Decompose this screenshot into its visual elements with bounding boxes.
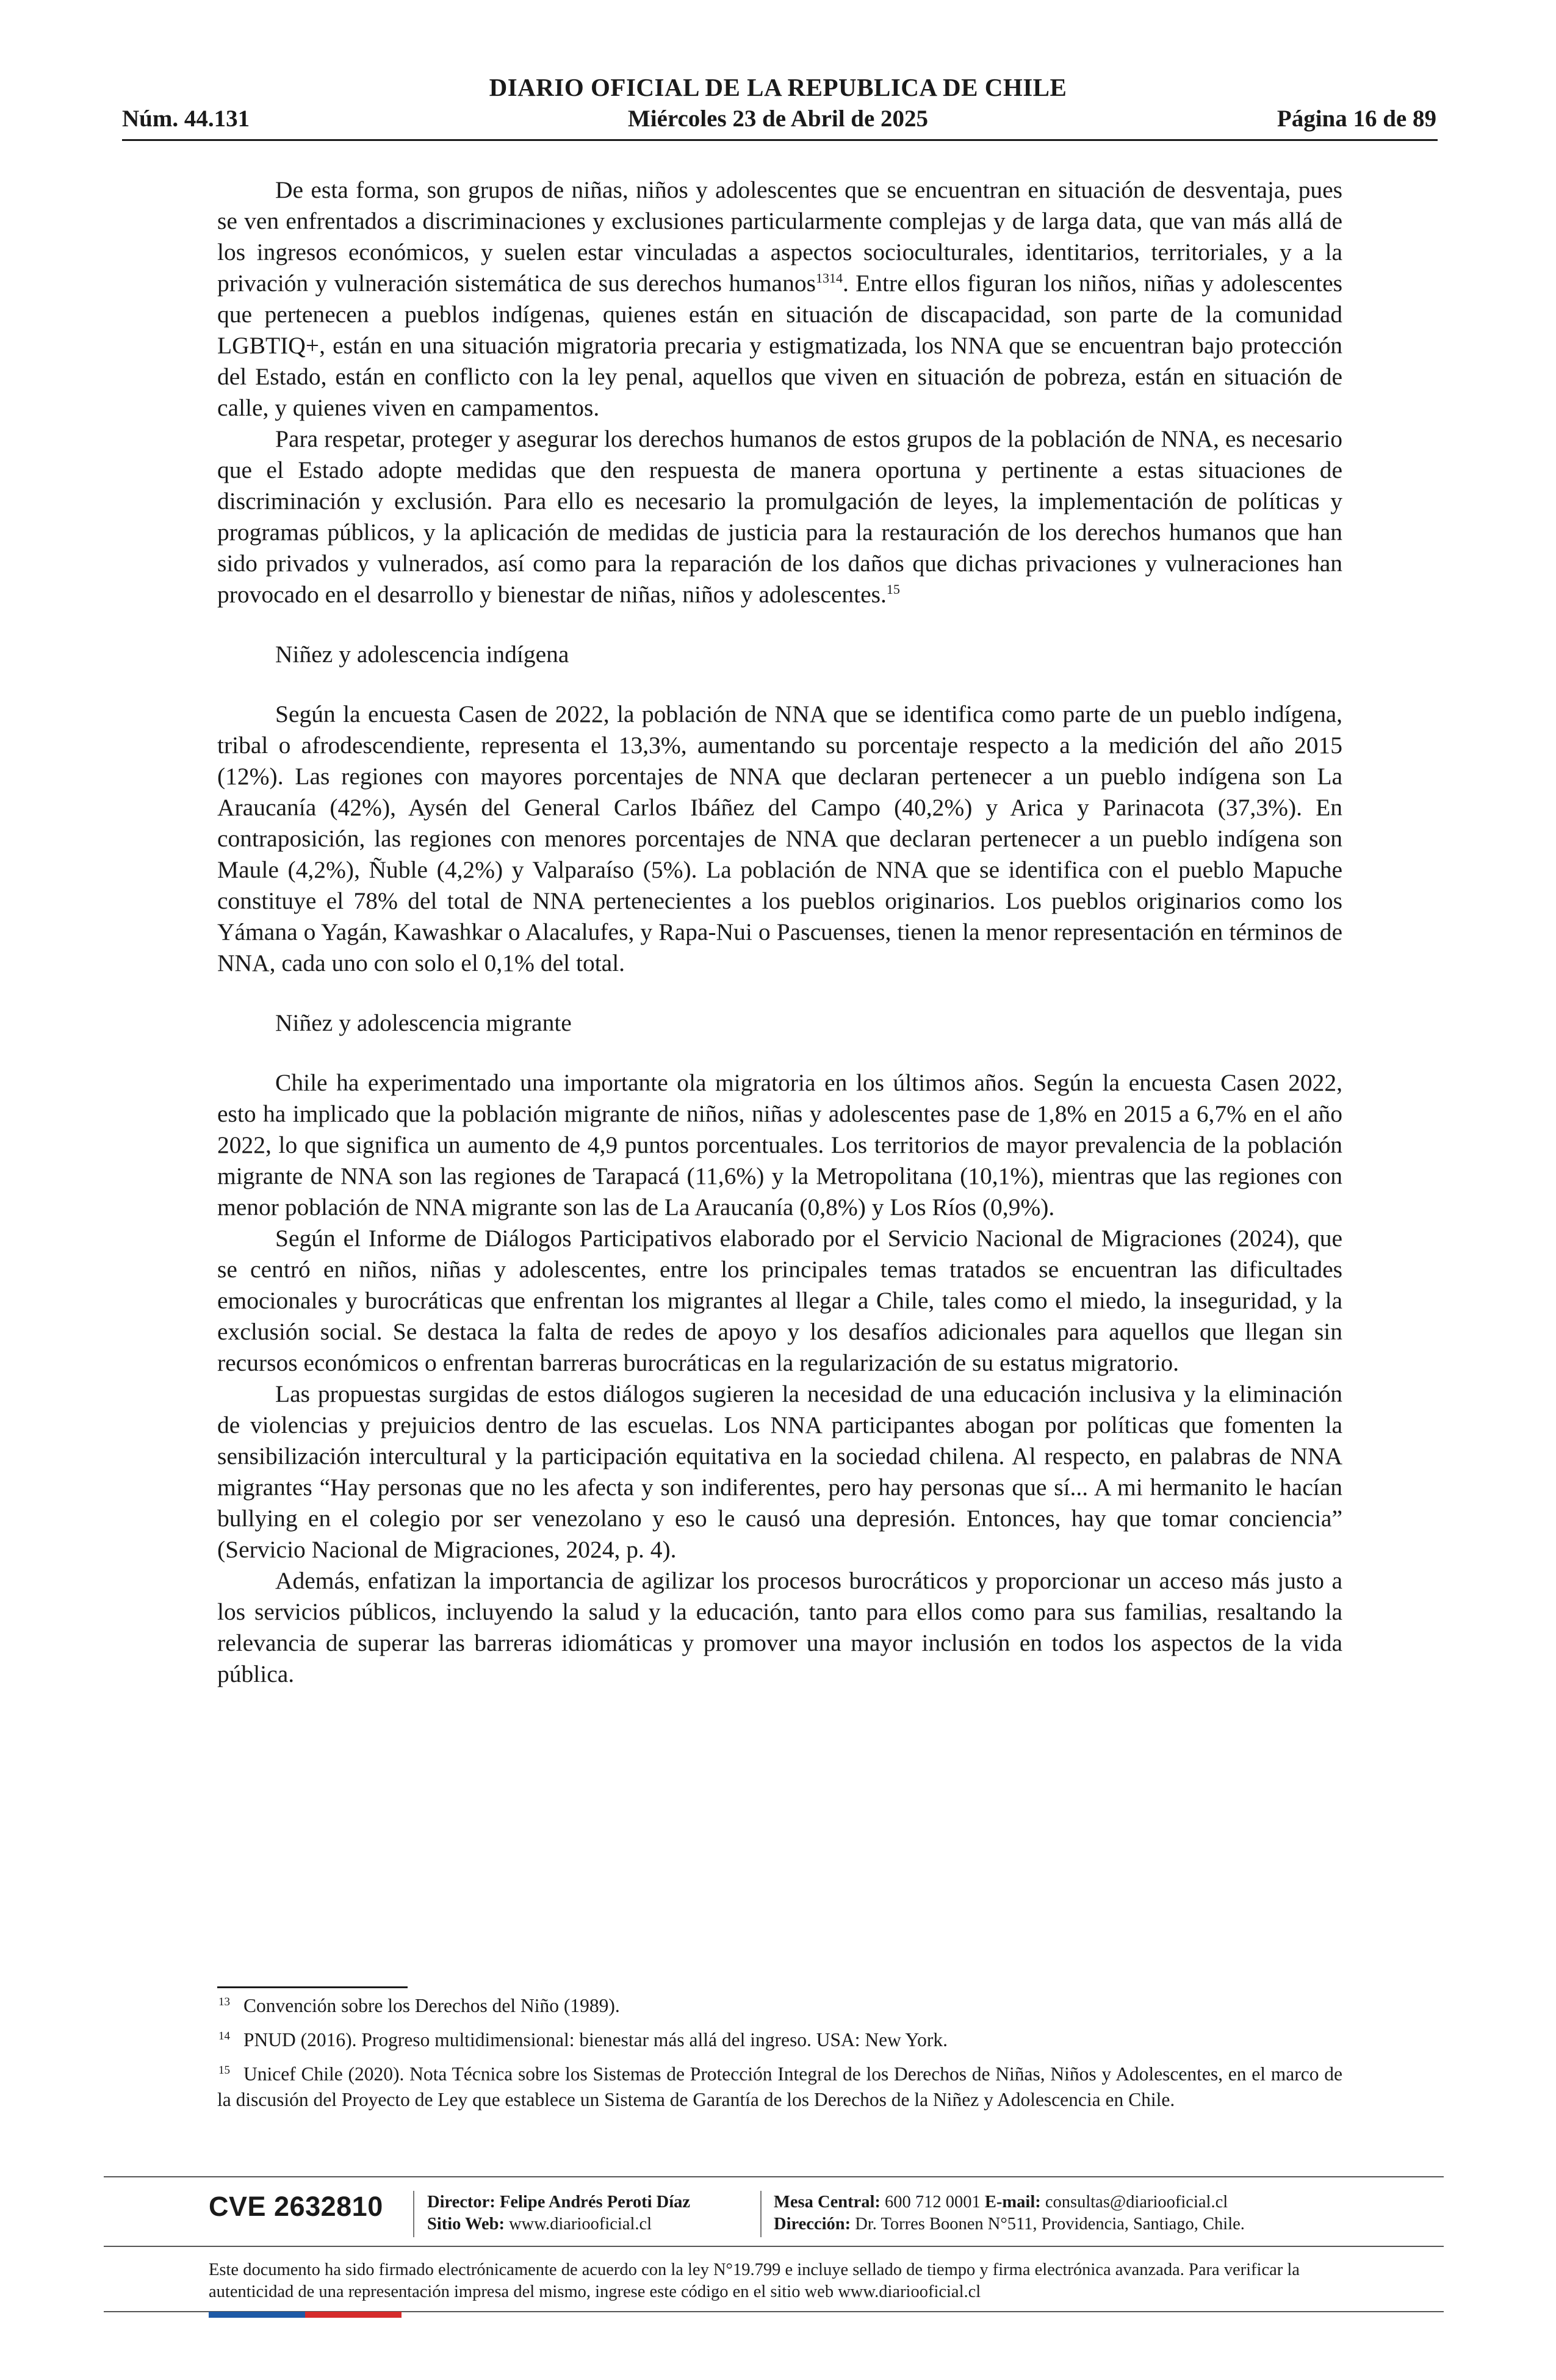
document-body [217, 175, 1342, 1690]
address-value: Dr. Torres Boonen N°511, Providencia, Santiago, Chile. [855, 2215, 1245, 2234]
paragraph-2 [217, 424, 1342, 610]
page-number: Página 16 de 89 [1277, 106, 1436, 132]
section-heading-migrant: Niñez y adolescencia migrante [275, 1009, 572, 1036]
footnote-15 [217, 2061, 1342, 2113]
journal-title: DIARIO OFICIAL DE LA REPUBLICA DE CHILE [489, 73, 1067, 101]
footer-separator [760, 2191, 762, 2237]
director-label: Director: [427, 2193, 495, 2212]
mesa-phone: 600 712 0001 [885, 2193, 981, 2212]
paragraph-2-text: Para respetar, proteger y asegurar los derechos humanos de estos grupos de la población de NNA, es necesario que el Estado adopte medidas que den respuesta de manera oportuna y pertinente a estas situaciones de discriminación y exclusión. Para ello es necesario la promulgación de leyes, la implementación de políticas y programas públicos, y la aplicación de medidas de justicia para la restauración de los derechos humanos que han sido privados y vulnerados, así como para la reparación de los daños que dichas privaciones y vulneraciones han provocado en el desarrollo y bienestar de niñas, niños y adolescentes. [217, 425, 1342, 608]
footnote-14 [217, 2027, 1342, 2053]
website-link[interactable]: www.diariooficial.cl [509, 2215, 652, 2234]
cve-code: CVE 2632810 [209, 2191, 383, 2222]
paragraph-1-continuation: . Entre ellos figuran los niños, niñas y adolescentes que pertenecen a pueblos indígenas, quienes están en situación de discapacidad, son parte de la comunidad LGBTIQ+, están en una situación migratoria precaria y estigmatizada, los NNA que se encuentran bajo protección del Estado, están en conflicto con la ley penal, aquellos que viven en situación de pobreza, están en situación de calle, y quienes viven en campamentos. [217, 270, 1342, 421]
email-label: E-mail: [984, 2193, 1041, 2212]
website-label: Sitio Web: [427, 2215, 505, 2234]
footer-rule-mid [104, 2246, 1444, 2247]
footnote-text: Convención sobre los Derechos del Niño (1989). [243, 1995, 620, 2016]
legal-notice: Este documento ha sido firmado electrónicamente de acuerdo con la ley N°19.799 e incluye sellado de tiempo y firma electrónica avanzada. Para verificar la autenticidad de una representación impresa del mismo, ingrese este código en el sitio web www.diariooficial.cl [209, 2260, 1300, 2301]
footnote-rule [217, 1986, 408, 1988]
section-heading-indigenous: Niñez y adolescencia indígena [275, 641, 569, 668]
footer-rule-top [104, 2176, 1444, 2177]
website-line [427, 2213, 690, 2235]
footnote-number: 14 [218, 2029, 230, 2043]
footnote-number: 13 [218, 1995, 230, 2008]
footer-contact-block [774, 2191, 1245, 2235]
paragraph-4: Chile ha experimentado una importante ola migratoria en los últimos años. Según la encuesta Casen 2022, esto ha implicado que la población migrante de niños, niñas y adolescentes pase de 1,8% en 2015 a 6,7% en el año 2022, lo que significa un aumento de 4,9 puntos porcentuales. Los territorios de mayor prevalencia de la población migrante de NNA son las regiones de Tarapacá (11,6%) y la Metropolitana (10,1%), mientras que las regiones con menor población de NNA migrante son las de La Araucanía (0,8%) y Los Ríos (0,9%). [217, 1069, 1342, 1221]
footnote-number: 15 [218, 2063, 230, 2077]
footnote-ref-13-14[interactable]: 1314 [815, 270, 843, 286]
footnote-13 [217, 1993, 1342, 2019]
paragraph-6: Las propuestas surgidas de estos diálogos sugieren la necesidad de una educación inclusiva y la eliminación de violencias y prejuicios dentro de las escuelas. Los NNA participantes abogan por políticas que fomenten la sensibilización intercultural y la participación equitativa en la sociedad chilena. Al respecto, en palabras de NNA migrantes “Hay personas que no les afecta y son indiferentes, pero hay personas que sí... A mi hermanito le hacían bullying en el colegio por ser venezolano y eso le causó una depresión. Entonces, hay que tomar conciencia” (Servicio Nacional de Migraciones, 2024, p. 4). [217, 1380, 1342, 1563]
flag-stripe-red [305, 2312, 402, 2318]
issue-number: Núm. 44.131 [122, 106, 250, 132]
paragraph-3: Según la encuesta Casen de 2022, la población de NNA que se identifica como parte de un pueblo indígena, tribal o afrodescendiente, representa el 13,3%, aumentando su porcentaje respecto a la medición del año 2015 (12%). Las regiones con mayores porcentajes de NNA que declaran pertenecer a un pueblo indígena son La Araucanía (42%), Aysén del General Carlos Ibáñez del Campo (40,2%) y Arica y Parinacota (37,3%). En contraposición, las regiones con menores porcentajes de NNA que declaran pertenecer a un pueblo indígena son Maule (4,2%), Ñuble (4,2%) y Valparaíso (5%). La población de NNA que se identifica con el pueblo Mapuche constituye el 78% del total de NNA pertenecientes a los pueblos originarios. Los pueblos originarios como los Yámana o Yagán, Kawashkar o Alacalufes, y Rapa-Nui o Pascuenses, tienen la menor representación en términos de NNA, cada uno con solo el 0,1% del total. [217, 701, 1342, 976]
footnotes [217, 1993, 1342, 2121]
issue-date: Miércoles 23 de Abril de 2025 [627, 106, 929, 132]
footnote-text: PNUD (2016). Progreso multidimensional: bienestar más allá del ingreso. USA: New York. [243, 2029, 948, 2050]
contact-line [774, 2191, 1245, 2213]
email-link[interactable]: consultas@diariooficial.cl [1045, 2193, 1228, 2212]
footnote-ref-15[interactable]: 15 [886, 581, 900, 597]
paragraph-1-text: De esta forma, son grupos de niñas, niños y adolescentes que se encuentran en situación de desventaja, pues se ven enfrentados a discriminaciones y exclusiones particularmente complejas y de larga data, que van más allá de los ingresos económicos, y suelen estar vinculadas a aspectos socioculturales, identitarios, territoriales, y a la privación y vulneración sistemática de sus derechos humanos [217, 176, 1342, 297]
paragraph-1 [217, 175, 1342, 424]
flag-stripe-blue [209, 2312, 305, 2318]
footer-director-block [427, 2191, 690, 2235]
header-rule [122, 139, 1438, 141]
mesa-label: Mesa Central: [774, 2193, 881, 2212]
paragraph-5: Según el Informe de Diálogos Participativos elaborado por el Servicio Nacional de Migraciones (2024), que se centró en niños, niñas y adolescentes, entre los principales temas tratados se encuentran las dificultades emocionales y burocráticas que enfrentan los migrantes al llegar a Chile, tales como el miedo, la inseguridad, y la exclusión social. Se destaca la falta de redes de apoyo y los desafíos adicionales para aquellos que llegan sin recursos económicos o enfrentan barreras burocráticas en la regularización de su estatus migratorio. [217, 1225, 1342, 1376]
footnote-text: Unicef Chile (2020). Nota Técnica sobre los Sistemas de Protección Integral de los Derechos de Niñas, Niños y Adolescentes, en el marco de la discusión del Proyecto de Ley que establece un Sistema de Garantía de los Derechos de la Niñez y Adolescencia en Chile. [217, 2063, 1342, 2110]
paragraph-7: Además, enfatizan la importancia de agilizar los procesos burocráticos y proporcionar un acceso más justo a los servicios públicos, incluyendo la salud y la educación, tanto para ellos como para sus familias, resaltando la relevancia de superar las barreras idiomáticas y promover una mayor inclusión en todos los aspectos de la vida pública. [217, 1567, 1342, 1687]
address-label: Dirección: [774, 2215, 851, 2234]
director-line [427, 2191, 690, 2213]
footer-separator [413, 2191, 414, 2237]
address-line [774, 2213, 1245, 2235]
director-name: Felipe Andrés Peroti Díaz [499, 2193, 691, 2212]
